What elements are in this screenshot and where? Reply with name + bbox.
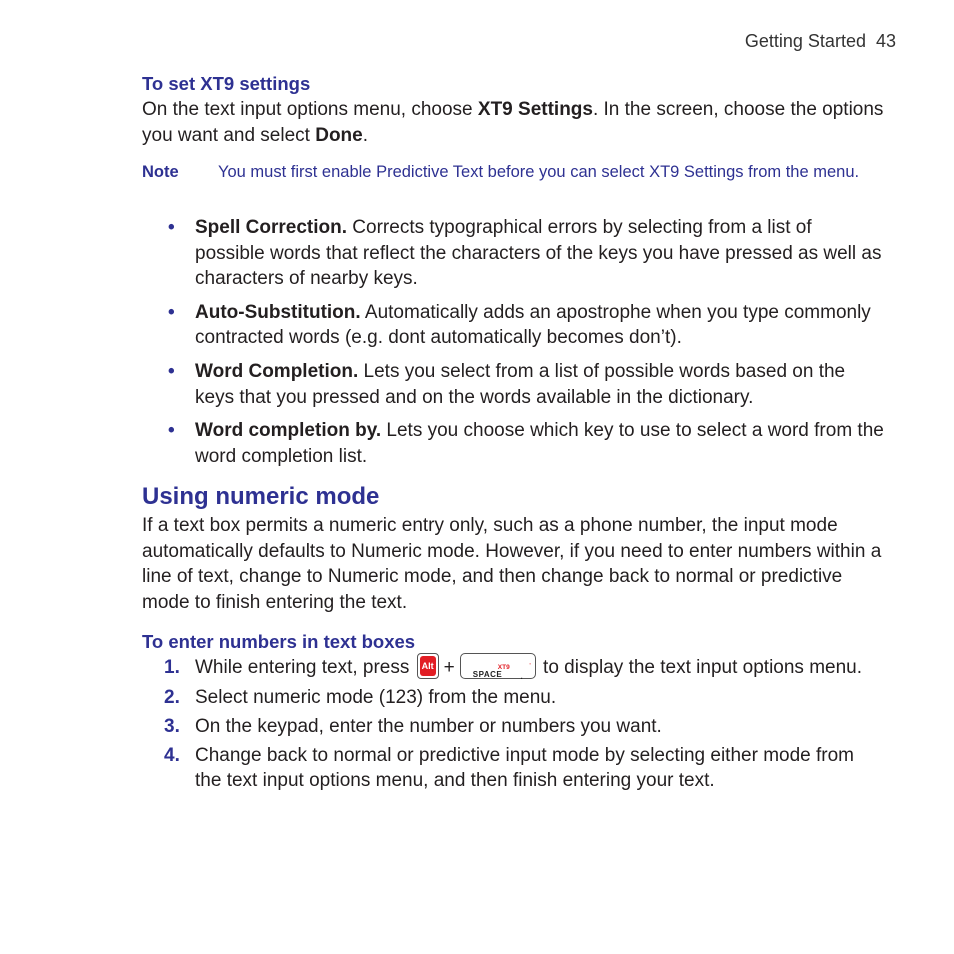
numeric-mode-heading: Using numeric mode bbox=[142, 483, 380, 510]
xt9-intro-paragraph bbox=[142, 97, 884, 148]
step-number: 1. bbox=[164, 657, 180, 678]
intro-text-2: . In the screen, choose the options you want and select bbox=[142, 99, 884, 146]
space-key-xt9-label: XT9 bbox=[497, 664, 510, 671]
step-text: While entering text, press bbox=[195, 657, 415, 679]
plus-sign: + bbox=[443, 657, 455, 679]
space-key-label: SPACE bbox=[472, 670, 503, 679]
section-title: Getting Started bbox=[744, 31, 866, 51]
step-number: 4. bbox=[164, 744, 180, 766]
step-text: Select numeric mode (123) from the menu. bbox=[195, 686, 557, 708]
bullet-glyph: • bbox=[168, 217, 175, 238]
note-block bbox=[142, 161, 884, 184]
step-text: Change back to normal or predictive input mode by selecting either mode from the text input options menu, and then finish entering your text. bbox=[195, 744, 855, 792]
list-item bbox=[142, 655, 884, 681]
list-item bbox=[142, 743, 884, 794]
page-number: 43 bbox=[875, 31, 896, 51]
apostrophe-mark-icon: ’ bbox=[529, 663, 531, 670]
bullet-glyph: • bbox=[168, 301, 175, 323]
bullet-term: Word Completion. bbox=[195, 360, 359, 382]
page-header bbox=[745, 31, 896, 52]
intro-bold-done: Done bbox=[315, 124, 363, 146]
bullet-text: Lets you select from a list of possible words based on the keys that you pressed and on the words available in the dictionary. bbox=[195, 360, 846, 408]
step-text: On the keypad, enter the number or numbers you want. bbox=[195, 715, 662, 737]
bullet-glyph: • bbox=[168, 360, 175, 382]
list-item bbox=[142, 418, 884, 469]
numeric-mode-paragraph: If a text box permits a numeric entry only, such as a phone number, the input mode automatically defaults to Numeric mode. However, if you need to enter numbers within a line of text, change to Numeric mode, and then change back to normal or predictive mode to finish entering the text. bbox=[142, 515, 882, 613]
list-item bbox=[142, 215, 884, 292]
intro-text-1: On the text input options menu, choose bbox=[142, 99, 478, 120]
numeric-steps-list bbox=[142, 655, 884, 797]
step-number: 2. bbox=[164, 686, 180, 708]
list-item bbox=[142, 685, 884, 711]
intro-bold-xt9-settings: XT9 Settings bbox=[477, 99, 593, 120]
enter-numbers-heading: To enter numbers in text boxes bbox=[142, 631, 416, 652]
alt-key-icon bbox=[417, 653, 439, 679]
intro-text-3: . bbox=[362, 124, 368, 146]
bullet-term: Spell Correction. bbox=[195, 217, 348, 238]
bullet-term: Auto-Substitution. bbox=[195, 301, 361, 323]
note-text: You must first enable Predictive Text before you can select XT9 Settings from the menu. bbox=[218, 163, 860, 181]
bullet-text: Automatically adds an apostrophe when you type commonly contracted words (e.g. dont automatically becomes don’t). bbox=[195, 301, 871, 349]
alt-key-label: Alt bbox=[420, 656, 436, 676]
note-label: Note bbox=[142, 163, 179, 181]
bullet-glyph: • bbox=[168, 420, 175, 442]
step-number: 3. bbox=[164, 715, 180, 737]
xt9-options-list bbox=[142, 215, 884, 477]
list-item bbox=[142, 359, 884, 410]
period-mark-icon: . bbox=[520, 672, 523, 681]
bullet-text: Corrects typographical errors by selecting from a list of possible words that reflect the characters of the keys you have pressed as well as characters of nearby keys. bbox=[195, 217, 882, 290]
space-key-icon bbox=[460, 653, 536, 679]
bullet-term: Word completion by. bbox=[195, 420, 382, 442]
bullet-text: Lets you choose which key to use to select a word from the word completion list. bbox=[195, 420, 884, 467]
list-item bbox=[142, 714, 884, 740]
list-item bbox=[142, 300, 884, 351]
step-text: to display the text input options menu. bbox=[537, 657, 863, 679]
xt9-settings-heading: To set XT9 settings bbox=[142, 73, 311, 94]
